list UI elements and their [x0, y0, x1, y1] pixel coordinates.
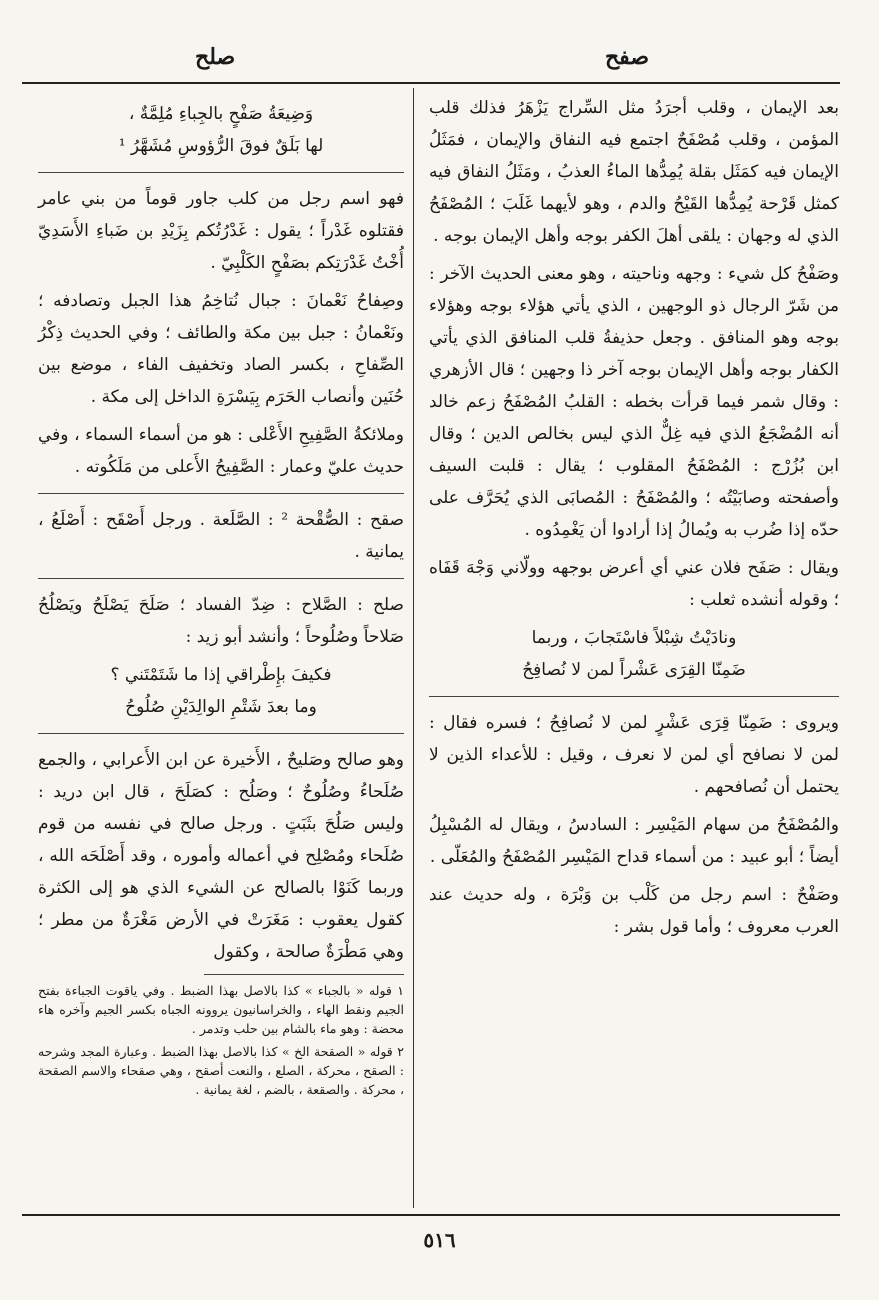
- paragraph: والمُصْفَحُ من سهام المَيْسِر : السادسُ ، ويقال له المُسْبِلُ أيضاً ؛ أبو عبيد : من أسماء قداح المَيْسِر المُصْفَحُ والمُعَلّى .: [429, 815, 839, 867]
- header-right-word: صفح: [604, 44, 649, 70]
- entry-saqh: صقح : الصُّقْحة ² : الصَّلَعة . ورجل أَصْقَح : أَصْلَعُ ، يمانية .: [38, 510, 404, 562]
- column-divider: [413, 88, 414, 1208]
- verse: [429, 622, 839, 686]
- separator: [38, 493, 404, 494]
- verse-line: وَضِيعَةُ صَفْحٍ بالجِباءِ مُلِمَّةٌ ،: [128, 104, 314, 124]
- verse-line: وما بعدَ شَتْمِ الوالِدَيْنِ صُلُوحُ: [125, 697, 317, 717]
- paragraph: ويروى : ضَمِنّا قِرَى عَشْرٍ لمن لا نُصافِحُ ؛ فسره فقال : لمن لا نصافح أي لمن لا نعرف ، وقيل : للأعداء الذين لا يحتمل أن نُصافحهم .: [429, 713, 839, 797]
- page-header: [0, 38, 879, 78]
- footnote-rule: [204, 974, 404, 975]
- verse-line: لها بَلَقٌ فوقَ الرُّؤوسِ مُشَهَّرُ ¹: [118, 136, 324, 156]
- separator: [38, 578, 404, 579]
- paragraph: وصَفْحٌ : اسم رجل من كَلْب بن وَبْرَة ، وله حديث عند العرب معروف ؛ وأما قول بشر :: [429, 885, 839, 937]
- right-column: [429, 92, 839, 949]
- header-left-word: صلح: [195, 44, 236, 70]
- verse: [38, 98, 404, 162]
- verse-line: ونادَيْتُ شِبْلاً فاسْتَجابَ ، وربما: [531, 628, 737, 648]
- separator: [38, 172, 404, 173]
- verse-line: فكيفَ بإِطْراقي إذا ما شَتَمْتَني ؟: [110, 665, 332, 685]
- verse: [38, 659, 404, 723]
- paragraph: وصَفْحُ كل شيء : وجهه وناحيته ، وهو معنى الحديث الآخر : من شَرّ الرجال ذو الوجهين ، الذي يأتي هؤلاء بوجه وهؤلاء بوجه وهو المنافق . وجعل حذيفةُ قلب المنافق الذي يأتي الكفار بوجه وأهل الإيمان بوجه آخر ذا وجهين ؛ قال الأزهري : وقال شمر فيما قرأت بخطه : القلبُ المُصْفَحُ زعم خالد أنه المُضْجَعُ الذي فيه غِلٌّ الذي ليس بخالص الدين ؛ وقال ابن بُزُرْج : المُصْفَحُ المقلوب ؛ يقال : قلبت السيف وأصفحته وصابَيْتُه ؛ والمُصْفَحُ : المُصابَى الذي يُحَرَّف على حدّه إذا ضُرب به ويُمالُ إذا أرادوا أن يَغْمِدُوه .: [429, 264, 839, 540]
- bottom-rule: [22, 1214, 840, 1216]
- paragraph: بعد الإيمان ، وقلب أجرَدُ مثل السِّراج يَزْهَرُ فذلك قلب المؤمن ، وقلب مُصْفَحٌ اجتمع فيه النفاق والإيمان ، فمَثَلُ الإيمان فيه كمَثَل بقلة يُمِدُّها الماءُ العذبُ ، ومَثَلُ النفاق فيه كمثل قَرْحة يُمِدُّها القَيْحُ والدم ، وهو لأيهما غَلَبَ ؛ المُصْفَحُ الذي له وجهان : يلقى أهلَ الكفر بوجه وأهل الإيمان بوجه .: [429, 98, 839, 246]
- paragraph: ويقال : صَفَح فلان عني أي أعرض بوجهه وولّاني وَجْهَ قَفَاه ؛ وقوله أنشده ثعلب :: [429, 558, 839, 610]
- paragraph: فهو اسم رجل من كلب جاور قوماً من بني عامر فقتلوه غَدْراً ؛ يقول : غَدْرُتُكم بِزَيْدِ بن ضَباءِ الأَسَدِيّ أُخْتُ غَدْرَتِكم بصَفْحٍ الكَلْبِيّ .: [38, 189, 404, 273]
- separator: [38, 733, 404, 734]
- footnotes: [38, 981, 404, 1099]
- top-rule: [22, 82, 840, 84]
- verse-line: ضَمِنّا القِرَى عَشْراً لمن لا نُصافِحُ: [522, 660, 746, 680]
- paragraph: وهو صالح وصَليحٌ ، الأَخيرة عن ابن الأَعرابي ، والجمع صُلَحاءُ وصُلُوحٌ ؛ وصَلُح : كصَلَحَ ، قال ابن دريد : وليس صَلُحَ بثَبَتٍ . ورجل صالح في نفسه من قوم صُلَحاء ومُصْلِح في أعماله وأموره ، وقد أَصْلَحَه الله ، وربما كَنَوْا بالصالح عن الشيء الذي هو إلى الكثرة كقول يعقوب : مَغَرَتْ في الأرض مَغْرَةٌ من مطر ؛ وهي مَطْرَةٌ صالحة ، وكقول: [38, 750, 404, 962]
- left-column: [38, 92, 404, 1103]
- entry-salh: صلح : الصَّلاح : ضِدّ الفساد ؛ صَلَحَ يَصْلَحُ ويَصْلُحُ صَلاحاً وصُلُوحاً ؛ وأنشد أبو زيد :: [38, 595, 404, 647]
- footnote: ١ قوله « بالجباء » كذا بالاصل بهذا الضبط . وفي ياقوت الجباءة بفتح الجيم ونقط الهاء ، والخراسانيون يروونه الجباه بكسر الجيم وآخره هاء محضة : وهو ماء بالشام بين حلب وتدمر .: [38, 983, 404, 1036]
- paragraph: وملائكةُ الصَّفِيحِ الأَعْلى : هو من أسماء السماء ، وفي حديث عليّ وعمار : الصَّفِيحُ الأَعلى من مَلَكُوته .: [38, 425, 404, 477]
- page-number: ٥١٦: [423, 1228, 456, 1252]
- paragraph: وصِفاحُ نَعْمانَ : جبال نُتاخِمُ هذا الجبل وتصادفه ؛ ونَعْمانُ : جبل بين مكة والطائف ؛ وفي الحديث ذِكْرُ الصِّفاحِ ، بكسر الصاد وتخفيف الفاء ، موضع بين حُنَين وأنصاب الحَرَم بِيَسْرَةِ الداخل إلى مكة .: [38, 291, 404, 407]
- separator: [429, 696, 839, 697]
- footnote: ٢ قوله « الصقحة الخ » كذا بالاصل بهذا الضبط . وعبارة المجد وشرحه : الصقح ، محركة ، الصلع ، والنعت أصقح ، وهي صقحاء والاسم الصقحة ، محركة . والصقعة ، بالضم ، لغة يمانية .: [38, 1044, 404, 1097]
